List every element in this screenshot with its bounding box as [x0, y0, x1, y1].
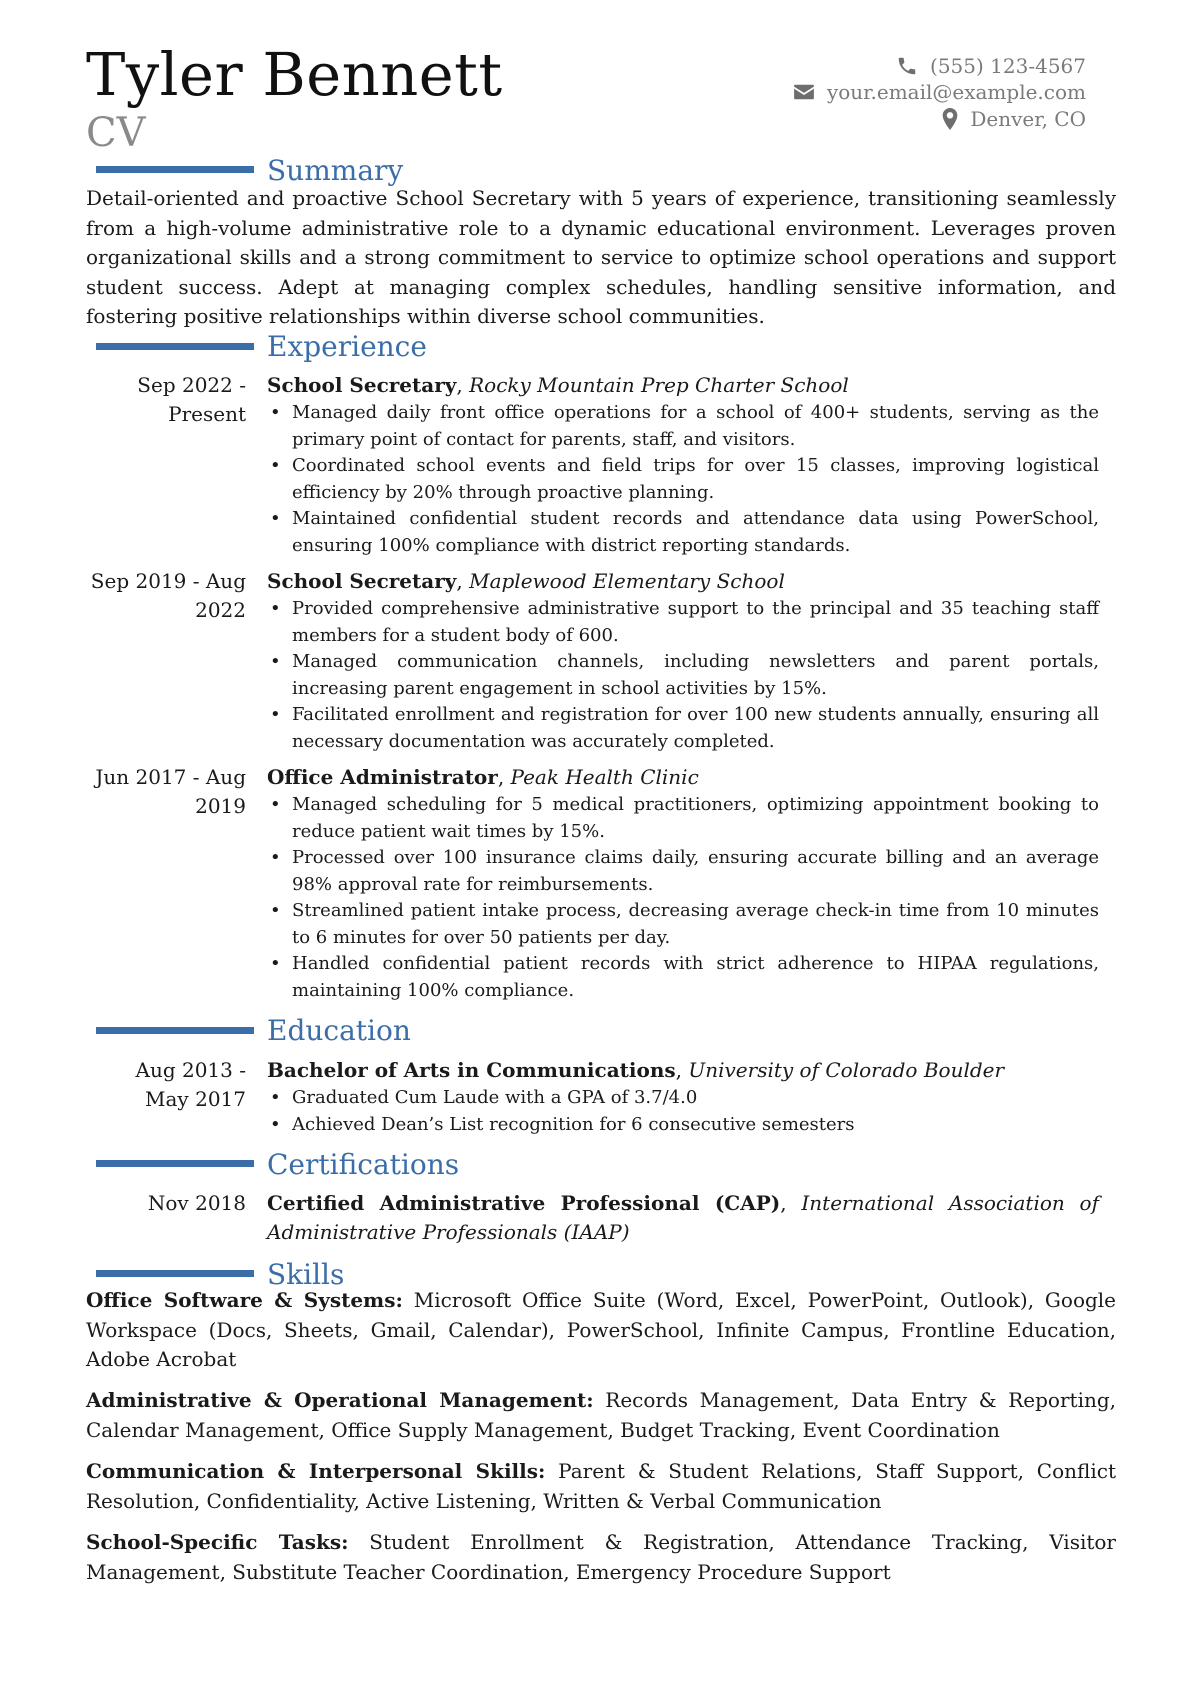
job-date: Sep 2022 - Present: [137, 373, 246, 426]
phone-icon: [896, 55, 918, 77]
job-org: Peak Health Clinic: [510, 765, 699, 789]
phone-contact: [896, 54, 1086, 78]
bullet-item: • Managed scheduling for 5 medical practitioners, optimizing appointment booking to reduce patient wait times by 15%.: [267, 792, 1099, 845]
job-heading: Office Administrator, Peak Health Clinic: [267, 765, 699, 789]
experience-heading: Experience: [267, 330, 427, 363]
experience-rule: [96, 343, 254, 350]
certification-entry: [267, 1189, 1099, 1247]
job-role: School Secretary: [267, 569, 457, 593]
summary-heading: Summary: [267, 154, 404, 187]
skill-text: Parent & Student Relations, Staff Support, Conflict Resolution, Confidentiality, Active Listening, Written & Verbal Communication: [86, 1459, 1116, 1513]
education-heading: Education: [267, 1014, 411, 1047]
job-role: School Secretary: [267, 373, 457, 397]
summary-rule: [96, 166, 254, 173]
bullet-item: • Graduated Cum Laude with a GPA of 3.7/4.0: [267, 1085, 1099, 1112]
job-heading: School Secretary, Maplewood Elementary School: [267, 569, 785, 593]
degree: Bachelor of Arts in Communications: [267, 1058, 676, 1082]
skill-label: Office Software & Systems:: [86, 1288, 403, 1312]
skill-label: School-Specific Tasks:: [86, 1530, 349, 1554]
job-org: Maplewood Elementary School: [469, 569, 785, 593]
bullet-item: • Coordinated school events and field trips for over 15 classes, improving logistical efficiency by 20% through proactive planning.: [267, 453, 1099, 506]
school: University of Colorado Boulder: [688, 1058, 1005, 1082]
cv-subtitle: CV: [86, 110, 146, 156]
education-heading-line: Bachelor of Arts in Communications, University of Colorado Boulder: [267, 1058, 1005, 1082]
certifications-heading: Certifications: [267, 1148, 460, 1181]
map-marker-icon: [942, 108, 958, 130]
job-org: Rocky Mountain Prep Charter School: [469, 373, 849, 397]
job-date: Sep 2019 - Aug 2022: [90, 569, 246, 622]
bullet-item: • Streamlined patient intake process, decreasing average check-in time from 10 minutes to 6 minutes for over 50 patients per day.: [267, 898, 1099, 951]
email-text: your.email@example.com: [826, 80, 1086, 104]
skill-label: Communication & Interpersonal Skills:: [86, 1459, 546, 1483]
job-bullets: [267, 792, 1099, 1004]
skill-group: [86, 1286, 1116, 1375]
bullet-item: • Maintained confidential student records and attendance data using PowerSchool, ensuring 100% compliance with district reporting standards.: [267, 506, 1099, 559]
job-entry: [267, 371, 1099, 559]
skill-group: [86, 1457, 1116, 1516]
job-role: Office Administrator: [267, 765, 498, 789]
certifications-rule: [96, 1160, 254, 1167]
education-bullets: [267, 1085, 1099, 1138]
skills-heading: Skills: [267, 1258, 345, 1291]
bullet-item: • Facilitated enrollment and registration for over 100 new students annually, ensuring all necessary documentation was accurately completed.: [267, 702, 1099, 755]
bullet-item: • Handled confidential patient records with strict adherence to HIPAA regulations, maintaining 100% compliance.: [267, 951, 1099, 1004]
skill-text: Records Management, Data Entry & Reporting, Calendar Management, Office Supply Management, Budget Tracking, Event Coordination: [86, 1388, 1117, 1442]
education-entry: [267, 1056, 1099, 1138]
skill-group: [86, 1386, 1116, 1445]
job-entry: [267, 567, 1099, 755]
email-contact: [793, 80, 1086, 104]
skill-text: Microsoft Office Suite (Word, Excel, PowerPoint, Outlook), Google Workspace (Docs, Sheets, Gmail, Calendar), PowerSchool, Infinite Campus, Frontline Education, Adobe Acrobat: [86, 1288, 1117, 1371]
skill-group: [86, 1528, 1116, 1587]
job-entry: [267, 763, 1099, 1004]
job-date: Jun 2017 - Aug 2019: [95, 765, 246, 818]
job-bullets: [267, 596, 1099, 755]
bullet-item: • Managed communication channels, including newsletters and parent portals, increasing parent engagement in school activities by 15%.: [267, 649, 1099, 702]
skill-label: Administrative & Operational Management:: [86, 1388, 594, 1412]
bullet-item: • Provided comprehensive administrative support to the principal and 35 teaching staff members for a student body of 600.: [267, 596, 1099, 649]
summary-text: Detail-oriented and proactive School Secretary with 5 years of experience, transitioning seamlessly from a high-volume administrative role to a dynamic educational environment. Leverages proven organizational skills and a strong commitment to service to optimize school operations and support student success. Adept at managing complex schedules, handling sensitive information, and fostering positive relationships within diverse school communities.: [86, 186, 1116, 328]
location-text: Denver, CO: [970, 107, 1086, 131]
education-rule: [96, 1027, 254, 1034]
certification-heading-line: Certified Administrative Professional (CAP), International Association of Administrative Professionals (IAAP): [267, 1191, 1099, 1244]
job-heading: School Secretary, Rocky Mountain Prep Charter School: [267, 373, 849, 397]
education-date: Aug 2013 - May 2017: [135, 1058, 246, 1111]
bullet-item: • Managed daily front office operations for a school of 400+ students, serving as the primary point of contact for parents, staff, and visitors.: [267, 400, 1099, 453]
name-heading: Tyler Bennett: [86, 40, 503, 109]
certification-name: Certified Administrative Professional (CAP): [267, 1191, 781, 1215]
certification-date: Nov 2018: [147, 1191, 246, 1215]
skill-text: Student Enrollment & Registration, Attendance Tracking, Visitor Management, Substitute Teacher Coordination, Emergency Procedure Support: [86, 1530, 1116, 1584]
bullet-item: • Achieved Dean’s List recognition for 6 consecutive semesters: [267, 1112, 1099, 1139]
skills-rule: [96, 1270, 254, 1277]
certification-issuer: International Association of Administrative Professionals (IAAP): [267, 1191, 1099, 1244]
envelope-icon: [793, 83, 815, 101]
location-contact: [942, 107, 1086, 131]
phone-text: (555) 123-4567: [930, 54, 1086, 78]
job-bullets: [267, 400, 1099, 559]
bullet-item: • Processed over 100 insurance claims daily, ensuring accurate billing and an average 98% approval rate for reimbursements.: [267, 845, 1099, 898]
